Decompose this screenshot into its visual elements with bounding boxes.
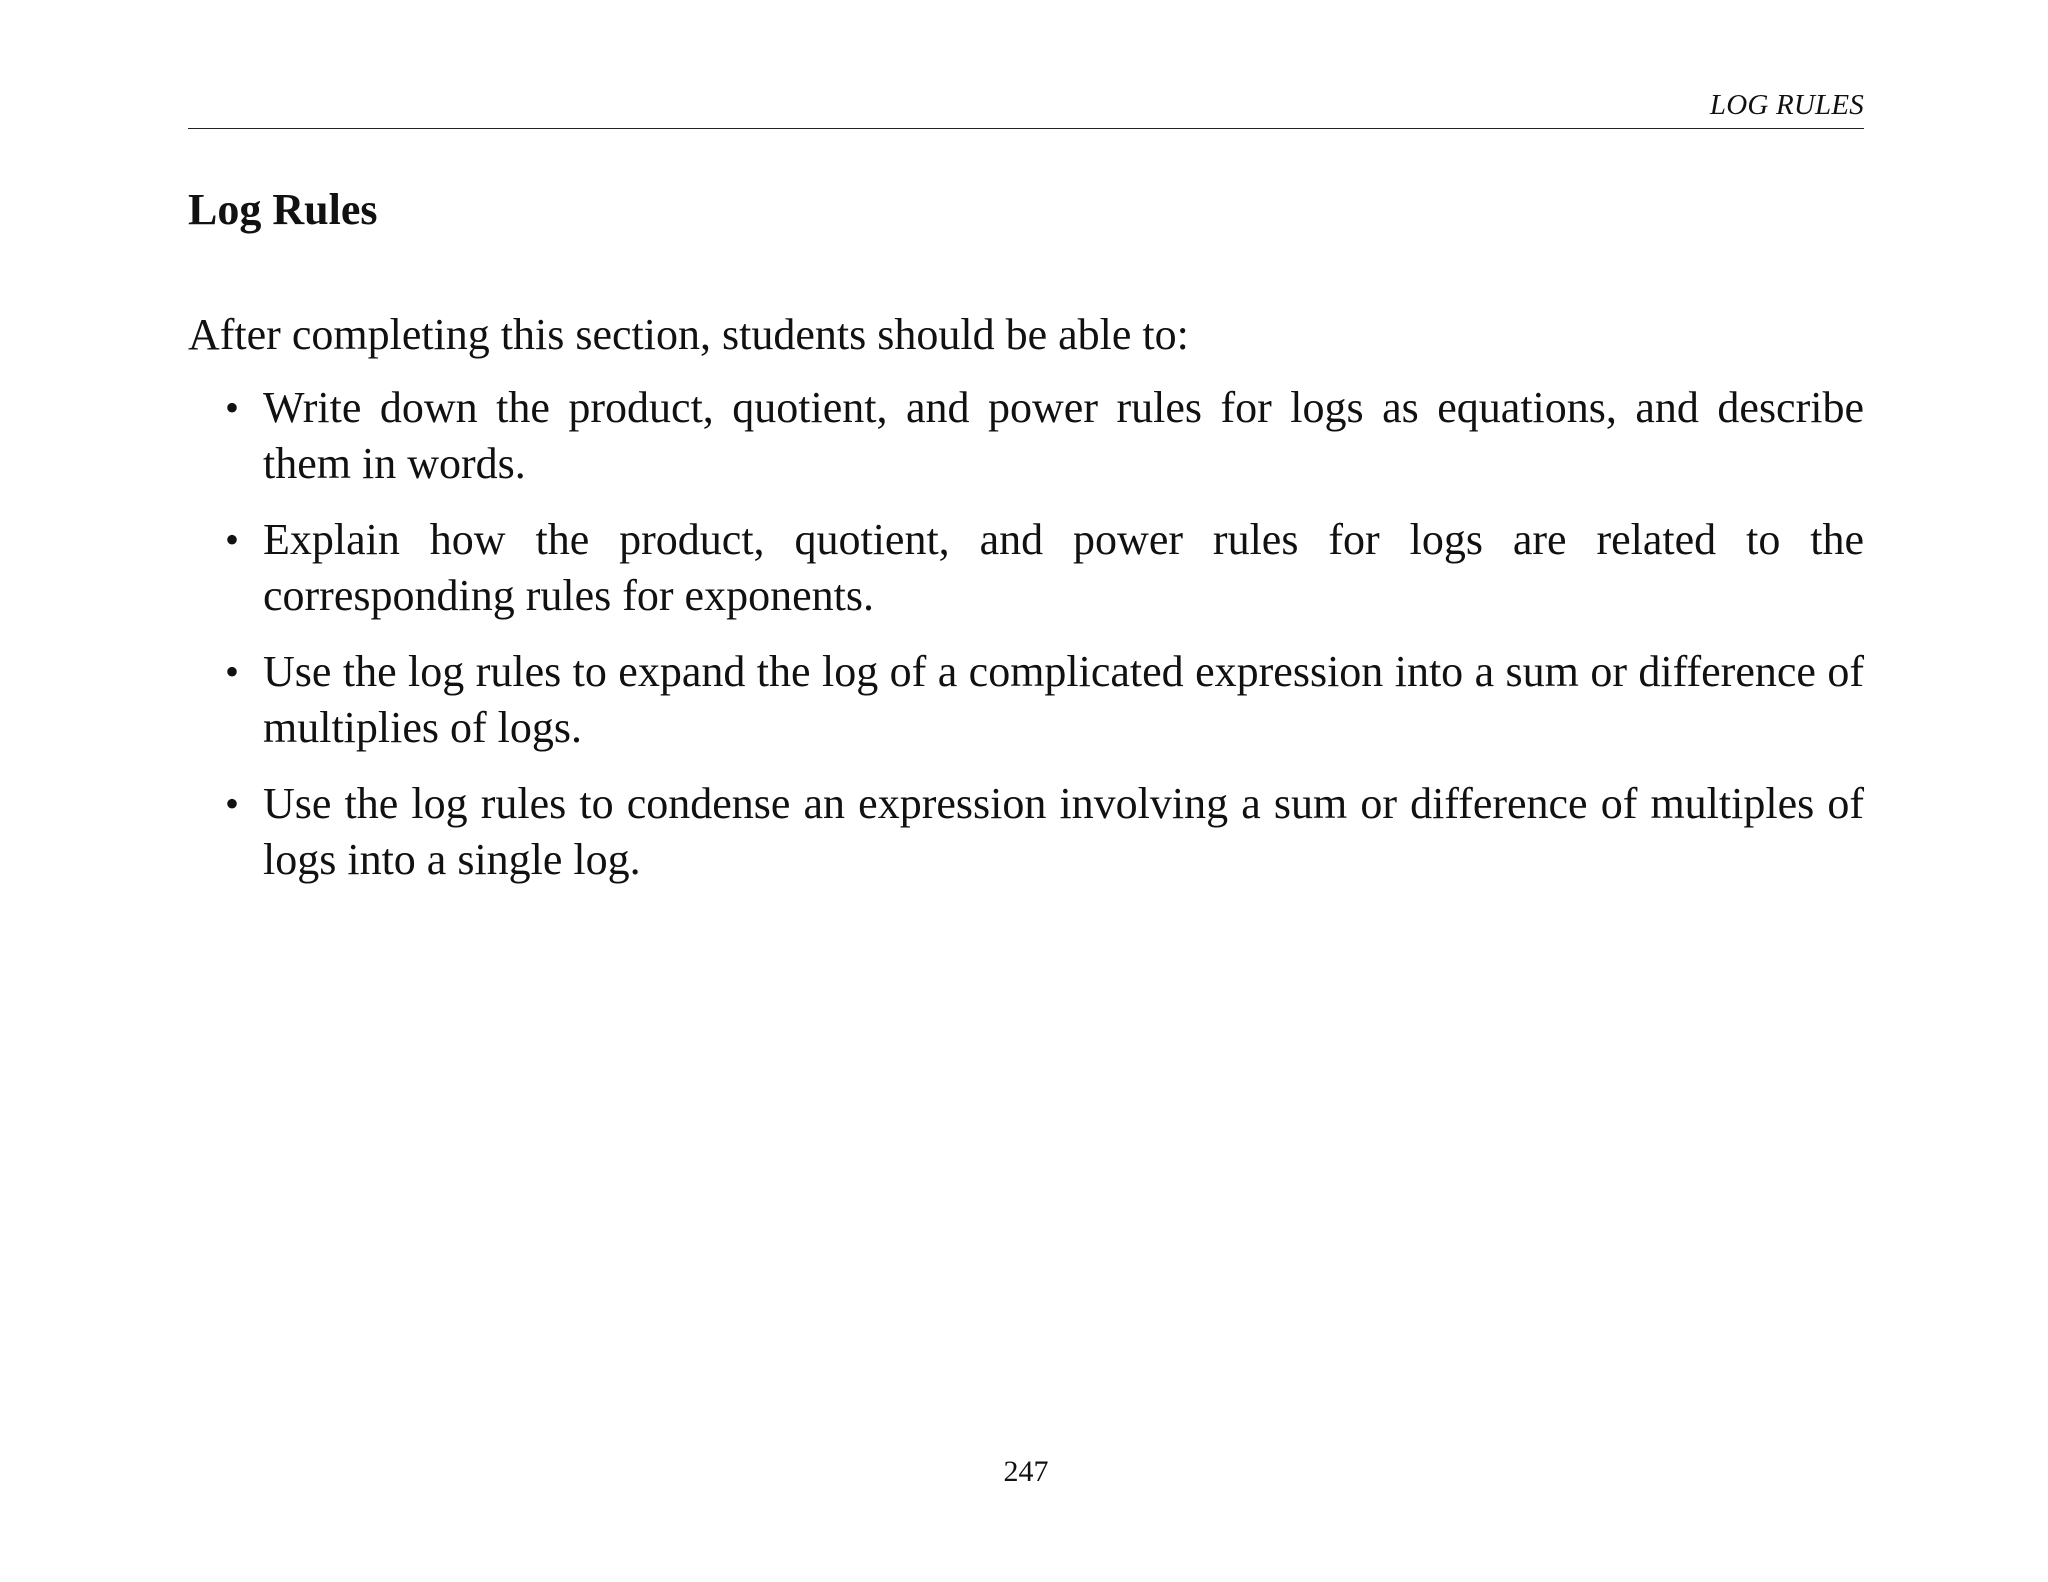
- running-header: LOG RULES: [1709, 89, 1864, 121]
- learning-objectives-list: [188, 380, 1864, 908]
- learning-objectives-intro: After completing this section, students should be able to:: [188, 310, 1189, 359]
- page-number: 247: [1003, 1455, 1049, 1488]
- objective-item: [188, 380, 1864, 492]
- objective-item: [188, 776, 1864, 888]
- bullet-icon: •: [225, 781, 240, 826]
- objective-text: Write down the product, quotient, and power rules for logs as equations, and describe them in words.: [263, 383, 1864, 488]
- bullet-icon: •: [225, 517, 240, 562]
- bullet-icon: •: [225, 385, 240, 430]
- header-rule: [188, 128, 1864, 129]
- objective-item: [188, 644, 1864, 756]
- objective-item: [188, 512, 1864, 624]
- bullet-icon: •: [225, 649, 240, 694]
- objective-text: Use the log rules to condense an expression involving a sum or difference of multiples of logs into a single log.: [263, 779, 1864, 884]
- section-title: Log Rules: [188, 185, 378, 234]
- objective-text: Use the log rules to expand the log of a complicated expression into a sum or difference of multiplies of logs.: [263, 647, 1864, 752]
- objective-text: Explain how the product, quotient, and power rules for logs are related to the corresponding rules for exponents.: [263, 515, 1864, 620]
